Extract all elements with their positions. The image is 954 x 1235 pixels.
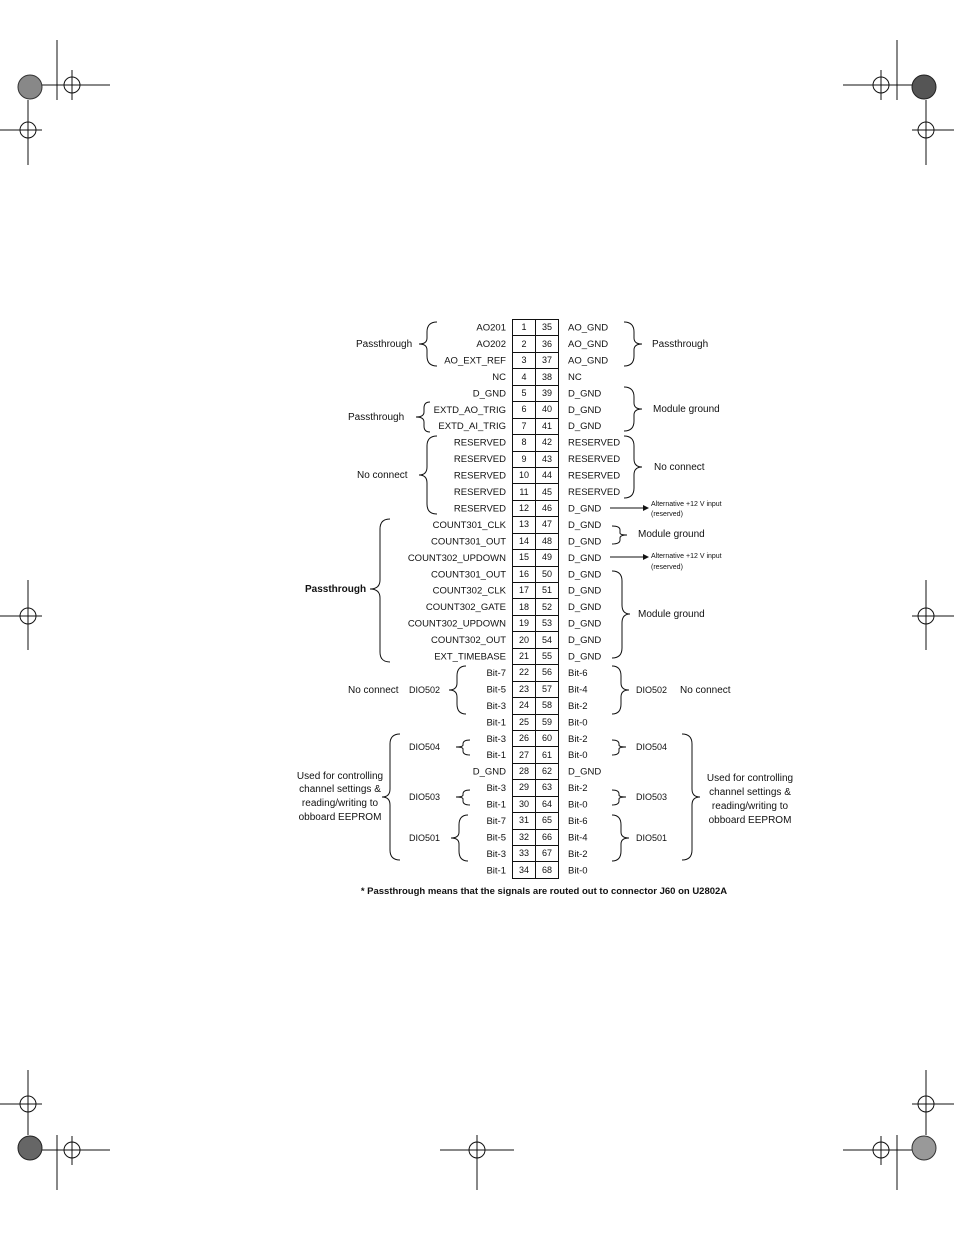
pin-number-right: 68 xyxy=(536,862,559,878)
pin-row xyxy=(513,730,559,746)
signal-right: NC xyxy=(568,371,582,383)
pin-number-right: 58 xyxy=(536,698,559,714)
signal-left: COUNT302_UPDOWN xyxy=(407,552,506,564)
signal-left: COUNT302_UPDOWN xyxy=(407,618,506,630)
pin-number-right: 52 xyxy=(536,599,559,615)
pin-row xyxy=(513,369,559,385)
pin-number-right: 67 xyxy=(536,846,559,862)
signal-left: Bit-1 xyxy=(486,865,506,877)
signal-right: Bit-4 xyxy=(568,684,588,696)
label-dio504-l: DIO504 xyxy=(409,742,441,752)
pin-row xyxy=(513,451,559,467)
label-used-for-r-2: channel settings & xyxy=(709,787,791,798)
label-passthrough-l2: Passthrough xyxy=(348,412,405,423)
pin-row xyxy=(513,763,559,779)
signal-right: D_GND xyxy=(568,635,602,647)
pin-row xyxy=(513,665,559,681)
pin-row xyxy=(513,714,559,730)
signal-left: Bit-7 xyxy=(486,667,506,679)
signal-right: Bit-0 xyxy=(568,799,588,811)
pin-row xyxy=(513,583,559,599)
pin-number-right: 47 xyxy=(536,517,559,533)
pin-number-left: 23 xyxy=(513,681,536,697)
label-dio503-r: DIO503 xyxy=(636,792,668,802)
pin-number-right: 36 xyxy=(536,336,559,352)
pin-number-left: 29 xyxy=(513,780,536,796)
signal-right: Bit-2 xyxy=(568,700,588,712)
signal-left: Bit-1 xyxy=(486,717,506,729)
pin-number-right: 39 xyxy=(536,385,559,401)
label-alt-input-2-line2: (reserved) xyxy=(651,564,683,571)
signal-left: Bit-3 xyxy=(486,783,506,795)
label-no-connect-l2: No connect xyxy=(348,685,399,696)
pin-row xyxy=(513,484,559,500)
signal-right: Bit-0 xyxy=(568,865,588,877)
pin-number-right: 38 xyxy=(536,369,559,385)
signal-right: Bit-4 xyxy=(568,832,588,844)
pin-number-right: 62 xyxy=(536,763,559,779)
label-module-ground-r1: Module ground xyxy=(653,404,720,415)
pin-row xyxy=(513,698,559,714)
pin-number-left: 26 xyxy=(513,730,536,746)
pin-number-right: 57 xyxy=(536,681,559,697)
signal-right: Bit-0 xyxy=(568,750,588,762)
pin-row xyxy=(513,385,559,401)
pin-row xyxy=(513,566,559,582)
pin-number-right: 51 xyxy=(536,583,559,599)
signal-right: D_GND xyxy=(568,388,602,400)
pin-number-left: 22 xyxy=(513,665,536,681)
pin-number-left: 15 xyxy=(513,550,536,566)
pin-row xyxy=(513,846,559,862)
pin-number-left: 30 xyxy=(513,796,536,812)
pin-number-left: 11 xyxy=(513,484,536,500)
label-dio503-l: DIO503 xyxy=(409,792,441,802)
pin-row xyxy=(513,681,559,697)
label-passthrough-r1: Passthrough xyxy=(652,339,709,350)
pin-row xyxy=(513,747,559,763)
connector-pin-table xyxy=(512,319,559,879)
pin-number-right: 54 xyxy=(536,632,559,648)
pin-number-right: 66 xyxy=(536,829,559,845)
signal-left: RESERVED xyxy=(453,437,506,449)
pin-number-right: 48 xyxy=(536,533,559,549)
pin-number-left: 9 xyxy=(513,451,536,467)
signal-right: AO_GND xyxy=(568,338,609,350)
signal-right: RESERVED xyxy=(568,454,621,466)
pin-number-left: 17 xyxy=(513,583,536,599)
signal-right: D_GND xyxy=(568,766,602,778)
pin-row xyxy=(513,402,559,418)
pin-number-left: 13 xyxy=(513,517,536,533)
signal-left: RESERVED xyxy=(453,503,506,515)
pin-row xyxy=(513,862,559,878)
pin-number-left: 3 xyxy=(513,352,536,368)
signal-left: NC xyxy=(492,371,506,383)
pin-number-right: 63 xyxy=(536,780,559,796)
label-dio501-l: DIO501 xyxy=(409,833,441,843)
pin-row xyxy=(513,418,559,434)
pin-number-right: 37 xyxy=(536,352,559,368)
pin-number-left: 2 xyxy=(513,336,536,352)
pin-number-left: 28 xyxy=(513,763,536,779)
registration-marks xyxy=(0,40,954,1190)
label-used-for-r-1: Used for controlling xyxy=(706,773,794,784)
signal-left: Bit-5 xyxy=(486,832,506,844)
label-dio501-r: DIO501 xyxy=(636,833,668,843)
pin-number-left: 24 xyxy=(513,698,536,714)
label-alt-input-2-line1: Alternative +12 V input xyxy=(651,553,722,560)
signal-right: Bit-2 xyxy=(568,783,588,795)
signal-right: AO_GND xyxy=(568,322,609,334)
pin-number-right: 46 xyxy=(536,500,559,516)
pin-number-left: 4 xyxy=(513,369,536,385)
pin-row xyxy=(513,632,559,648)
pin-number-right: 55 xyxy=(536,648,559,664)
pin-number-right: 43 xyxy=(536,451,559,467)
signal-right: D_GND xyxy=(568,421,602,433)
label-used-for-r-4: obboard EEPROM xyxy=(708,815,792,826)
signal-left: RESERVED xyxy=(453,454,506,466)
signal-right: D_GND xyxy=(568,404,602,416)
pin-number-left: 10 xyxy=(513,467,536,483)
label-no-connect-l1: No connect xyxy=(357,470,408,481)
pin-number-left: 27 xyxy=(513,747,536,763)
signal-left: Bit-7 xyxy=(486,816,506,827)
pin-number-left: 1 xyxy=(513,320,536,336)
pin-number-right: 44 xyxy=(536,467,559,483)
pin-row xyxy=(513,500,559,516)
pin-number-right: 50 xyxy=(536,566,559,582)
pin-number-right: 64 xyxy=(536,796,559,812)
signal-left: COUNT302_CLK xyxy=(432,585,506,597)
label-dio502-r: DIO502 xyxy=(636,685,668,695)
signal-left: D_GND xyxy=(472,388,506,400)
signal-right: D_GND xyxy=(568,569,602,581)
label-alt-input-1-line2: (reserved) xyxy=(651,511,683,518)
pin-row xyxy=(513,320,559,336)
pin-row xyxy=(513,336,559,352)
footnote: * Passthrough means that the signals are routed out to connector J60 on U2802A xyxy=(360,886,728,897)
signal-left: Bit-3 xyxy=(486,700,506,712)
pin-number-left: 5 xyxy=(513,385,536,401)
pin-number-left: 34 xyxy=(513,862,536,878)
pin-number-left: 32 xyxy=(513,829,536,845)
pin-number-right: 59 xyxy=(536,714,559,730)
pin-row xyxy=(513,435,559,451)
label-dio504-r: DIO504 xyxy=(636,742,668,752)
pin-row xyxy=(513,352,559,368)
signal-left: Bit-5 xyxy=(486,684,506,696)
label-used-for-l-2: channel settings & xyxy=(299,784,381,795)
signal-right: RESERVED xyxy=(568,470,621,482)
label-passthrough-l1: Passthrough xyxy=(356,339,413,350)
pin-row xyxy=(513,550,559,566)
pin-number-right: 35 xyxy=(536,320,559,336)
pin-row xyxy=(513,615,559,631)
label-used-for-l-4: obboard EEPROM xyxy=(298,812,382,823)
label-alt-input-1-line1: Alternative +12 V input xyxy=(651,501,722,508)
pin-number-left: 31 xyxy=(513,813,536,829)
pin-number-left: 25 xyxy=(513,714,536,730)
signal-right: RESERVED xyxy=(568,437,621,449)
pin-number-right: 65 xyxy=(536,813,559,829)
pin-row xyxy=(513,467,559,483)
pin-number-right: 45 xyxy=(536,484,559,500)
signal-left: Bit-3 xyxy=(486,848,506,860)
pin-number-right: 40 xyxy=(536,402,559,418)
pin-number-left: 18 xyxy=(513,599,536,615)
label-used-for-l-3: reading/writing to xyxy=(301,798,379,809)
signal-left: D_GND xyxy=(472,766,506,778)
signal-right: D_GND xyxy=(568,519,602,531)
signal-left: COUNT301_CLK xyxy=(432,519,506,531)
signal-right: Bit-6 xyxy=(568,667,588,679)
pin-row xyxy=(513,813,559,829)
pin-number-left: 12 xyxy=(513,500,536,516)
signal-left: Bit-1 xyxy=(486,799,506,811)
pin-row xyxy=(513,517,559,533)
signal-right: D_GND xyxy=(568,536,602,548)
signal-left: COUNT302_GATE xyxy=(425,602,506,614)
label-module-ground-r3: Module ground xyxy=(638,609,705,620)
pin-number-right: 42 xyxy=(536,435,559,451)
signal-left: EXTD_AO_TRIG xyxy=(433,404,506,416)
signal-left: EXTD_AI_TRIG xyxy=(438,421,506,433)
signal-right: D_GND xyxy=(568,503,602,515)
pin-row xyxy=(513,796,559,812)
label-dio502-l: DIO502 xyxy=(409,685,441,695)
signal-right: D_GND xyxy=(568,585,602,597)
label-used-for-l-1: Used for controlling xyxy=(296,771,384,782)
pin-number-left: 8 xyxy=(513,435,536,451)
pin-number-right: 56 xyxy=(536,665,559,681)
signal-right: Bit-0 xyxy=(568,717,588,729)
pin-number-left: 16 xyxy=(513,566,536,582)
signal-right: D_GND xyxy=(568,552,602,564)
signal-left: Bit-3 xyxy=(486,733,506,745)
pin-number-left: 21 xyxy=(513,648,536,664)
signal-right: Bit-2 xyxy=(568,733,588,745)
signal-right: AO_GND xyxy=(568,355,609,367)
signal-left: COUNT301_OUT xyxy=(431,536,506,548)
signal-right: D_GND xyxy=(568,651,602,663)
label-module-ground-r2: Module ground xyxy=(638,529,705,540)
signal-right: Bit-6 xyxy=(568,816,588,827)
signal-left: AO202 xyxy=(476,338,506,350)
pin-number-left: 6 xyxy=(513,402,536,418)
pin-row xyxy=(513,829,559,845)
pin-number-left: 33 xyxy=(513,846,536,862)
signal-left: Bit-1 xyxy=(486,750,506,762)
pin-number-left: 7 xyxy=(513,418,536,434)
pin-number-right: 41 xyxy=(536,418,559,434)
signal-left: RESERVED xyxy=(453,470,506,482)
signal-right: D_GND xyxy=(568,618,602,630)
pin-number-left: 14 xyxy=(513,533,536,549)
pin-row xyxy=(513,780,559,796)
pin-row xyxy=(513,599,559,615)
signal-left: EXT_TIMEBASE xyxy=(434,651,506,663)
signal-left: AO201 xyxy=(476,322,506,334)
label-no-connect-r2: No connect xyxy=(680,685,731,696)
signal-left: AO_EXT_REF xyxy=(444,355,506,367)
label-passthrough-l3: Passthrough xyxy=(305,584,367,595)
signal-left: COUNT301_OUT xyxy=(431,569,506,581)
signal-right: Bit-2 xyxy=(568,848,588,860)
label-used-for-r-3: reading/writing to xyxy=(711,801,789,812)
signal-right: RESERVED xyxy=(568,487,621,498)
signal-left: COUNT302_OUT xyxy=(431,635,506,647)
pin-number-right: 60 xyxy=(536,730,559,746)
pin-row xyxy=(513,533,559,549)
pin-row xyxy=(513,648,559,664)
pin-number-left: 19 xyxy=(513,615,536,631)
corner-discs xyxy=(18,75,936,1160)
signal-right: D_GND xyxy=(568,602,602,614)
pin-number-right: 49 xyxy=(536,550,559,566)
pin-number-right: 53 xyxy=(536,615,559,631)
pin-number-left: 20 xyxy=(513,632,536,648)
pin-number-right: 61 xyxy=(536,747,559,763)
label-no-connect-r1: No connect xyxy=(654,462,705,473)
signal-left: RESERVED xyxy=(453,487,506,498)
